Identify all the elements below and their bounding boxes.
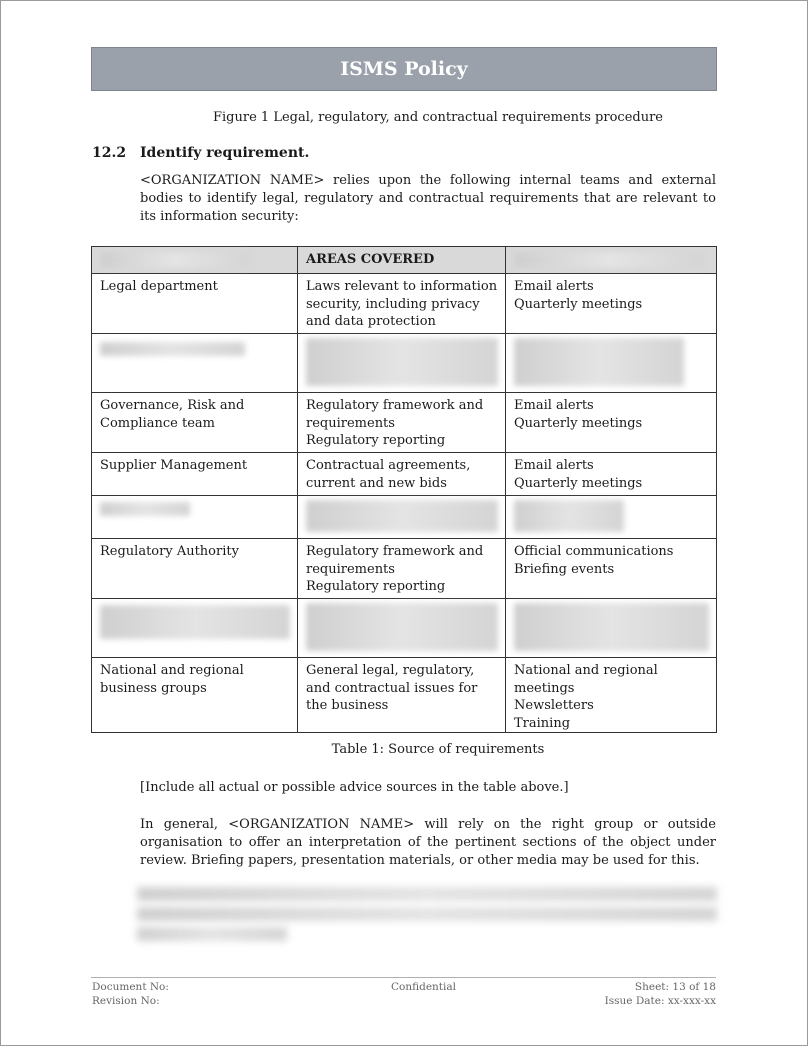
header-cell-method bbox=[506, 247, 717, 274]
redacted-cell bbox=[298, 496, 506, 539]
page-title: ISMS Policy bbox=[340, 58, 468, 80]
table-caption: Table 1: Source of requirements bbox=[331, 742, 545, 757]
source-cell: Regulatory Authority bbox=[92, 539, 298, 599]
redacted-cell bbox=[506, 496, 717, 539]
revision-number: Revision No: bbox=[92, 995, 160, 1007]
areas-cell: Laws relevant to information security, including privacy and data protection bbox=[298, 274, 506, 334]
redacted-cell bbox=[92, 334, 298, 393]
figure-caption: Figure 1 Legal, regulatory, and contractual requirements procedure bbox=[213, 110, 663, 125]
header-cell-areas: AREAS COVERED bbox=[298, 247, 506, 274]
redacted-cell bbox=[298, 334, 506, 393]
areas-cell: General legal, regulatory, and contractual issues for the business bbox=[298, 658, 506, 733]
redacted-cell bbox=[92, 599, 298, 658]
footer-divider bbox=[91, 977, 716, 978]
redacted-cell bbox=[506, 334, 717, 393]
table-row-redacted bbox=[92, 334, 717, 393]
sheet-number: Sheet: 13 of 18 bbox=[634, 981, 716, 993]
table-row bbox=[92, 539, 717, 599]
document-number: Document No: bbox=[92, 981, 169, 993]
header-banner bbox=[91, 47, 717, 91]
table-row-redacted bbox=[92, 496, 717, 539]
redacted-cell bbox=[506, 599, 717, 658]
areas-cell: Regulatory framework and requirements Regulatory reporting bbox=[298, 393, 506, 453]
section-number: 12.2 bbox=[92, 145, 127, 161]
section-title: Identify requirement. bbox=[140, 145, 310, 161]
areas-cell: Regulatory framework and requirements Regulatory reporting bbox=[298, 539, 506, 599]
note-text: [Include all actual or possible advice sources in the table above.] bbox=[140, 780, 569, 795]
requirements-table bbox=[91, 246, 717, 733]
footer-classification: Confidential bbox=[390, 981, 456, 993]
method-cell: National and regional meetings Newsletters Training bbox=[506, 658, 717, 733]
method-cell: Email alerts Quarterly meetings bbox=[506, 274, 717, 334]
issue-date: Issue Date: xx-xxx-xx bbox=[604, 995, 716, 1007]
source-cell: Governance, Risk and Compliance team bbox=[92, 393, 298, 453]
redacted-paragraph bbox=[137, 887, 719, 947]
section-intro: <ORGANIZATION NAME> relies upon the following internal teams and external bodies to identify legal, regulatory and contractual requirements that are relevant to its information security: bbox=[140, 173, 716, 224]
method-cell: Email alerts Quarterly meetings bbox=[506, 393, 717, 453]
table-row-redacted bbox=[92, 599, 717, 658]
table-row bbox=[92, 658, 717, 733]
method-cell: Official communications Briefing events bbox=[506, 539, 717, 599]
header-cell-source bbox=[92, 247, 298, 274]
method-cell: Email alerts Quarterly meetings bbox=[506, 453, 717, 496]
table-header-row bbox=[92, 247, 717, 274]
table-row bbox=[92, 274, 717, 334]
body-paragraph: In general, <ORGANIZATION NAME> will rely on the right group or outside organisation to offer an interpretation of the pertinent sections of the object under review. Briefing papers, presentation materials, or other media may be used for this. bbox=[140, 817, 716, 868]
source-cell: National and regional business groups bbox=[92, 658, 298, 733]
section-heading bbox=[92, 145, 309, 161]
table-row bbox=[92, 393, 717, 453]
table-row bbox=[92, 453, 717, 496]
footer-right bbox=[516, 980, 716, 1008]
source-cell: Legal department bbox=[92, 274, 298, 334]
redacted-cell bbox=[298, 599, 506, 658]
areas-cell: Contractual agreements, current and new bids bbox=[298, 453, 506, 496]
source-cell: Supplier Management bbox=[92, 453, 298, 496]
redacted-cell bbox=[92, 496, 298, 539]
